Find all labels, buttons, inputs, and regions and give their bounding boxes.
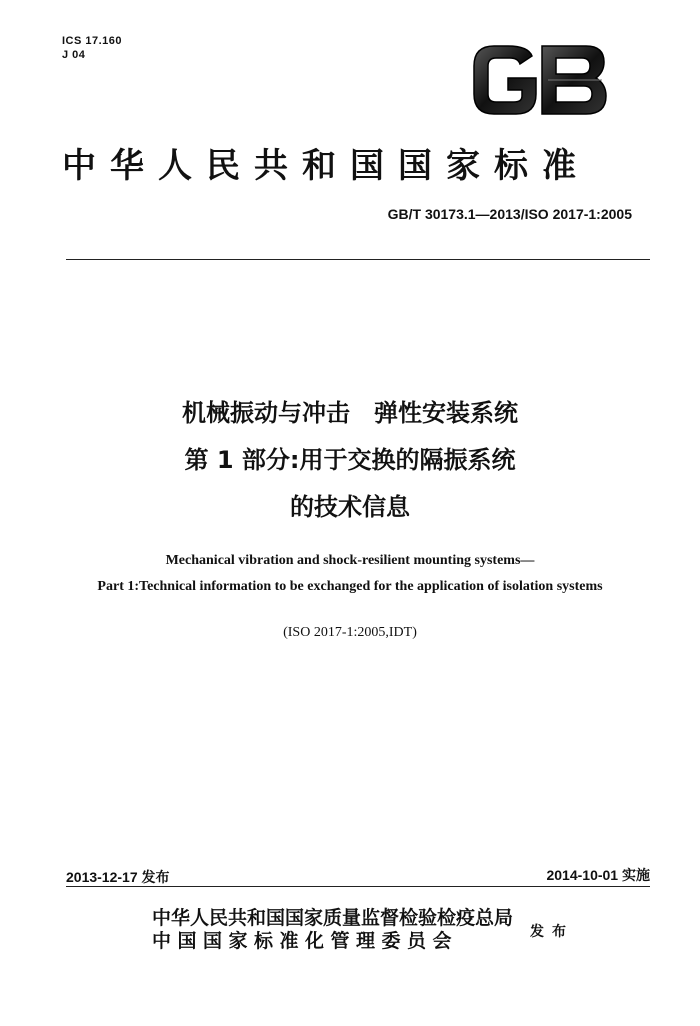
chinese-title: [0, 390, 700, 531]
implementation-date: 2014-10-01 实施: [546, 867, 650, 883]
publish-label: 发布: [530, 924, 574, 940]
english-title-line-2: Part 1:Technical information to be exchanged for the application of isolation systems: [97, 579, 603, 594]
english-title-line-1: Mechanical vibration and shock-resilient mounting systems—: [165, 553, 535, 568]
iso-equivalence: (ISO 2017-1:2005,IDT): [283, 625, 417, 640]
chinese-title-line-3: 的技术信息: [290, 493, 410, 521]
header-divider: [66, 259, 650, 260]
issuing-authorities: [152, 907, 513, 953]
chinese-title-line-2: 第 1 部分:用于交换的隔振系统: [184, 446, 516, 474]
issuer-sac: 中国国家标准化管理委员会: [152, 930, 459, 952]
footer-divider: [66, 886, 650, 887]
ics-code: ICS 17.160: [62, 35, 123, 47]
issue-date: 2013-12-17 发布: [66, 869, 170, 885]
ccs-code: J 04: [62, 49, 86, 61]
english-title: [0, 548, 700, 600]
classification-codes: [62, 34, 122, 62]
standard-number: GB/T 30173.1—2013/ISO 2017-1:2005: [387, 206, 632, 222]
chinese-title-line-1: 机械振动与冲击 弹性安装系统: [182, 399, 518, 427]
national-standard-title: 中华人民共和国国家标准: [62, 146, 590, 186]
issuer-aqsiq: 中华人民共和国国家质量监督检验检疫总局: [152, 907, 514, 929]
gb-logo: [470, 42, 610, 118]
